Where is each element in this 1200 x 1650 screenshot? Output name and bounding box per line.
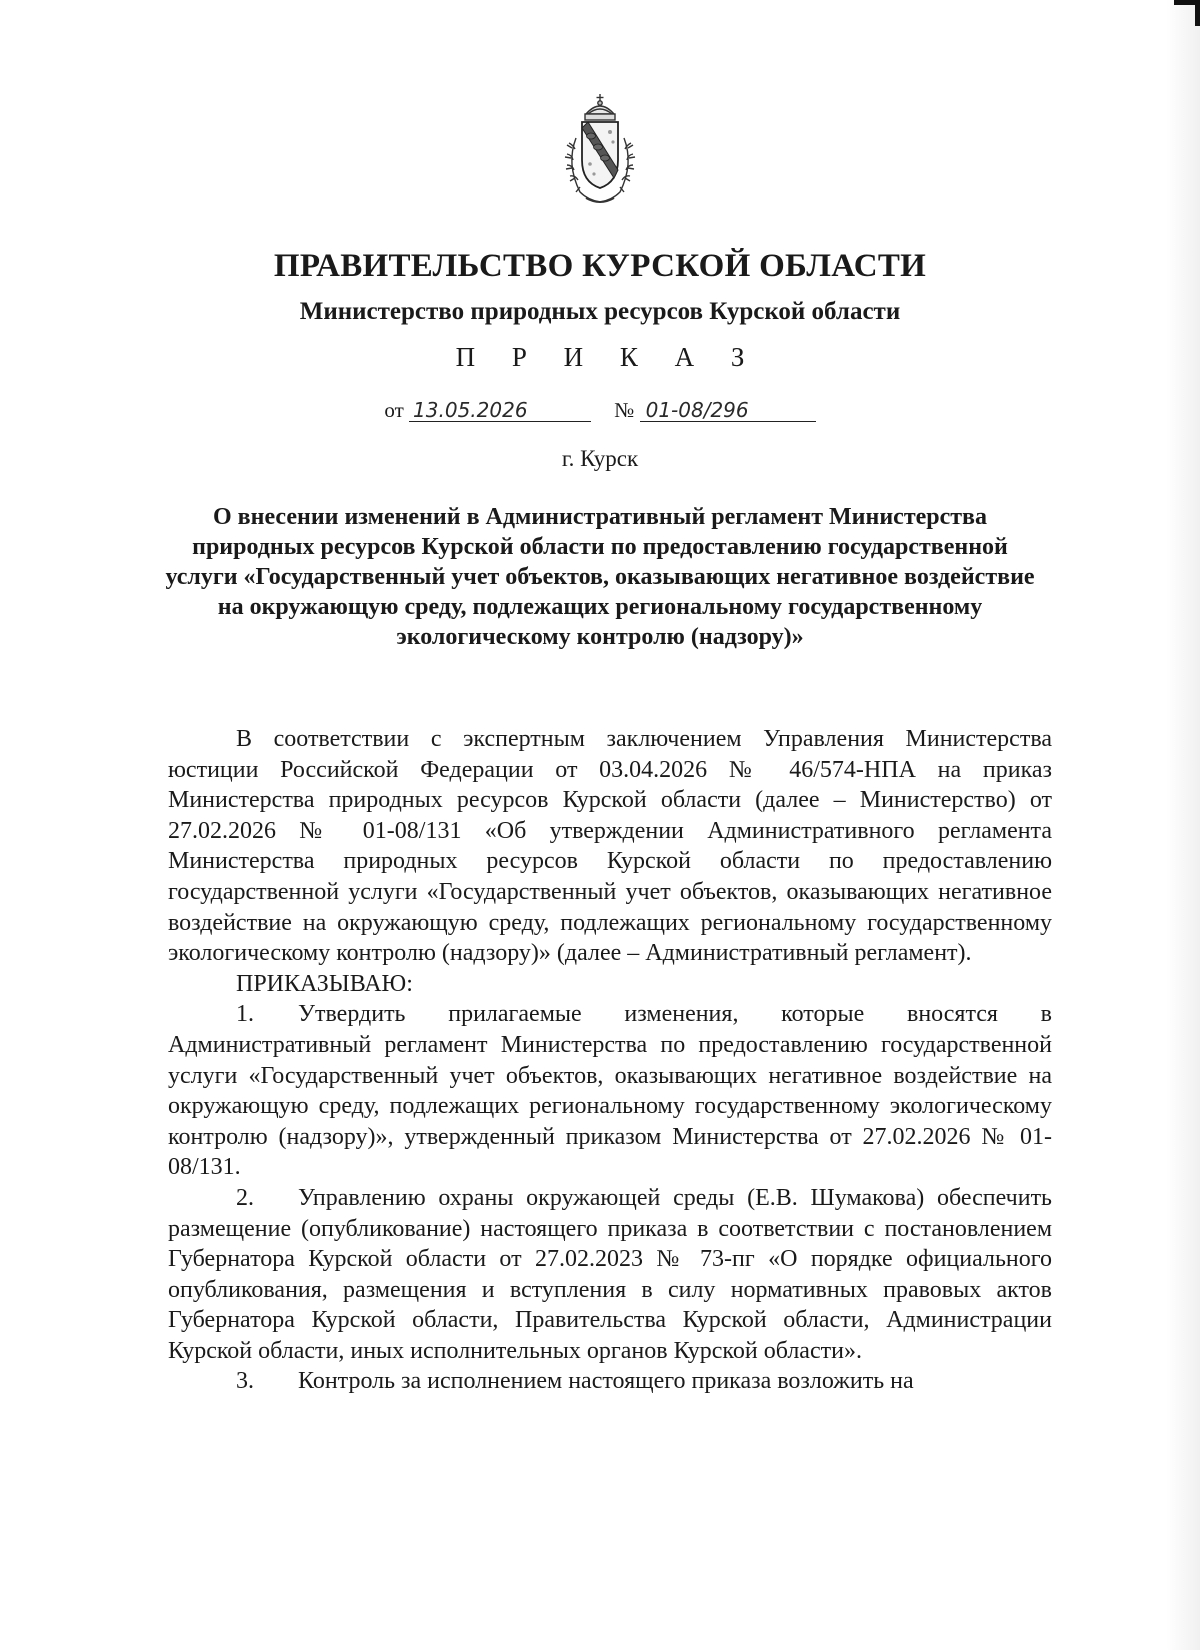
scan-corner-mark bbox=[1174, 0, 1200, 26]
document-type: П Р И К А З bbox=[455, 342, 760, 372]
document-body bbox=[168, 724, 1052, 1397]
order-date-number-line bbox=[0, 398, 1200, 423]
ministry-name: Министерство природных ресурсов Курской области bbox=[299, 298, 901, 325]
number-prefix: № bbox=[614, 398, 635, 422]
list-item bbox=[168, 1366, 1052, 1397]
list-item bbox=[168, 1183, 1052, 1367]
list-item bbox=[168, 999, 1052, 1183]
city-line: г. Курск bbox=[561, 446, 639, 471]
item-number: 1. bbox=[236, 1001, 254, 1028]
order-number-field: 01-08/296 bbox=[640, 399, 816, 422]
preamble-paragraph: В соответствии с экспертным заключением Управления Министерства юстиции Российской Федерации от 03.04.2026 № 46/574-НПА на приказ Министерства природных ресурсов Курской области (далее – Министерство) от 27.02.2026 № 01-08/131 «Об утверждении Административного регламента Министерства природных ресурсов Курской области по предоставлению государственной услуги «Государственный учет объектов, оказывающих негативное воздействие на окружающую среду, подлежащих региональному государственному экологическому контролю (надзору)» (далее – Административный регламент). bbox=[168, 726, 1052, 967]
document-title: О внесении изменений в Административный регламент Министерства природных ресурсов Курской области по предоставлению государственной услуги «Государственный учет объектов, оказывающих негативное воздействие на окружающую среду, подлежащих региональному государственному экологическому контролю (надзору)» bbox=[165, 504, 1035, 650]
item-number: 3. bbox=[236, 1368, 254, 1395]
item-text: Утвердить прилагаемые изменения, которые вносятся в Административный регламент Министерства по предоставлению государственной услуги «Государственный учет объектов, оказывающих негативное воздействие на окружающую среду, подлежащих региональному государственному экологическому контролю (надзору)», утвержденный приказом Министерства от 27.02.2026 № 01-08/131. bbox=[168, 1001, 1052, 1181]
date-prefix: от bbox=[384, 398, 404, 422]
order-date-field: 13.05.2026 bbox=[409, 399, 591, 422]
item-text: Управлению охраны окружающей среды (Е.В. Шумакова) обеспечить размещение (опубликование) настоящего приказа в соответствии с постановлением Губернатора Курской области от 27.02.2023 № 73-пг «О порядке официального опубликования, размещения и вступления в силу нормативных правовых актов Губернатора Курской области, Правительства Курской области, Администрации Курской области, иных исполнительных органов Курской области». bbox=[168, 1184, 1052, 1364]
kursk-coat-of-arms-icon bbox=[552, 92, 648, 208]
item-text: Контроль за исполнением настоящего приказа возложить на bbox=[298, 1368, 914, 1395]
item-number: 2. bbox=[236, 1184, 254, 1211]
order-word-line: ПРИКАЗЫВАЮ: bbox=[236, 970, 413, 997]
government-heading: ПРАВИТЕЛЬСТВО КУРСКОЙ ОБЛАСТИ bbox=[273, 248, 927, 284]
